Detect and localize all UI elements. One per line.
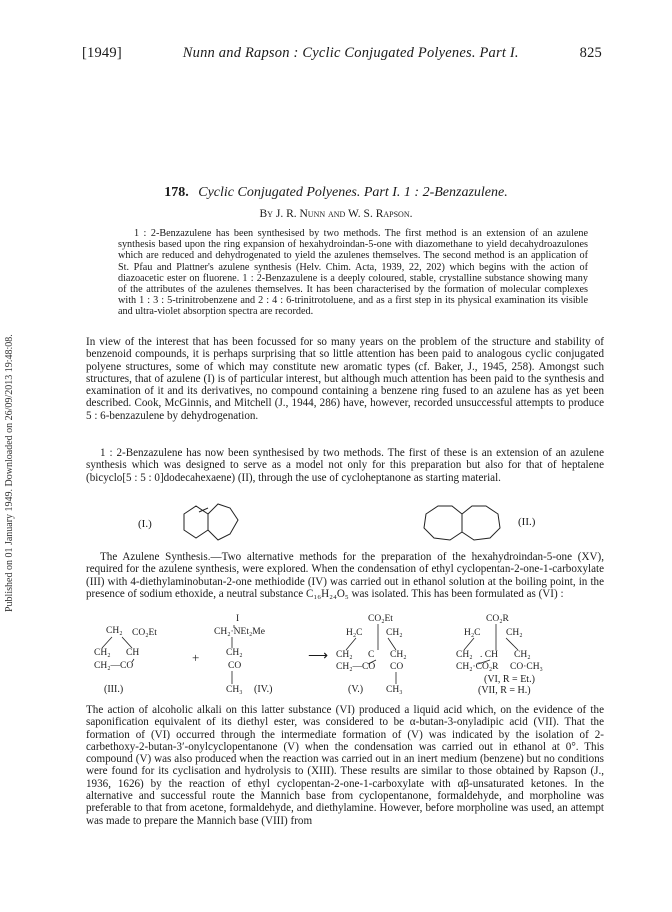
scheme-vi-ch2-right: CH₂ (506, 628, 523, 638)
paragraph-methods: 1 : 2-Benzazulene has now been synthesised by two methods. The first of these is an extension of an azulene synthesis which was designed to serve as a model not only for this preparation but also for that of heptalene (bicyclo[5 : 5 : 0]dodecahexaene) (II), through the use of cycloheptanone as starting material. (86, 447, 604, 484)
article-title: Cyclic Conjugated Polyenes. Part I. 1 : 2-Benzazulene. (198, 185, 508, 200)
byline: By J. R. Nunn and W. S. Rapson. (259, 208, 413, 220)
scheme-v-ch2-mid: CH₂ (390, 650, 407, 660)
scheme-v-ch3: CH₃ (386, 685, 403, 695)
scheme-label-iii: (III.) (104, 684, 124, 695)
scheme-vi-ch2-co2r: CH₂·CO₂R (456, 662, 499, 672)
figure-label-II: (II.) (518, 516, 536, 528)
scheme-vi-coch3: CO·CH₃ (510, 662, 543, 672)
plus-sign: + (192, 650, 200, 665)
reaction-arrow-icon: ⟶ (308, 649, 329, 664)
abstract: 1 : 2-Benzazulene has been synthesised by two methods. The first method is an extension of an azulene synthesis based upon the ring expansion of hexahydroindan-5-one with diazomethane to yield decahydroazulones which are reduced and dehydrogenated to yield the azulenes themselves. The second method is an application of St. Pfau and Plattner's azulene synthesis (Helv. Chim. Acta, 1939, 22, 202) which begins with the action of diazoacetic ester on fluorene. 1 : 2-Benzazulene is a deeply coloured, stable, crystalline substance showing many of the attributes of the azulenes themselves. It has been characterised by the formation of molecular complexes with 1 : 3 : 5-trinitrobenzene and 2 : 4 : 6-trinitrotoluene, and as a first step in its physical examination its visible and ultra-violet absorption spectra are recorded. (118, 228, 588, 318)
azulene-structure-figure (138, 500, 258, 550)
scheme-vi-co2r: CO₂R (486, 614, 509, 624)
scheme-vi-ch2-left: CH₂ (456, 650, 473, 660)
scheme-vi-h2c: H₂C (464, 628, 481, 638)
scheme-iv-co: CO (228, 661, 242, 671)
header-year: [1949] (82, 45, 122, 61)
scheme-vi-ch2-mid: CH₂ (514, 650, 531, 660)
scheme-v-ch2-left: CH₂ (336, 650, 353, 660)
scheme-iv-amine: CH₂·NEt₂Me (214, 627, 265, 637)
scheme-iii-ch2-co: CH₂—CO (94, 661, 134, 671)
scheme-iv-ch3: CH₃ (226, 685, 243, 695)
figure-label-I: (I.) (138, 518, 152, 530)
publication-sidebar-note: Published on 01 January 1949. Downloaded on 26/09/2013 19:48:08. (4, 334, 15, 612)
article-title-line (0, 185, 672, 201)
heptalene-ring-icon (412, 500, 512, 550)
running-header (82, 45, 602, 62)
scheme-label-v: (V.) (348, 684, 364, 695)
page-number: 825 (579, 45, 602, 61)
scheme-label-vii: (VII, R = H.) (478, 685, 531, 696)
azulene-ring-icon (172, 500, 258, 550)
paragraph-intro: In view of the interest that has been focussed for so many years on the problem of the structure and stability of benzenoid compounds, it is perhaps surprising that so little attention has been paid to analogous cyclic conjugated polyene structures, some of which may constitute new aromatic types (cf. Baker, J., 1945, 258). Amongst such structures, that of azulene (I) is of particular interest, but although much attention has been paid to the synthesis and examination of it and its derivatives, no compound containing a benzene ring fused to an azulene has as yet been described. Cook, McGinnis, and Mitchell (J., 1944, 286) have, however, recorded unsuccessful attempts to produce 5 : 6-benzazulene by dehydrogenation. (86, 336, 604, 422)
heptalene-structure-figure (412, 500, 562, 550)
scheme-v-ch2-right: CH₂ (386, 628, 403, 638)
scheme-iii-co2et: CO₂Et (132, 628, 157, 638)
scheme-label-iv: (IV.) (254, 684, 273, 695)
scheme-iii-ch2-top: CH₂ (106, 626, 123, 636)
scheme-bonds (86, 614, 606, 700)
scheme-iii-ch2-left: CH₂ (94, 648, 111, 658)
scheme-iv-ch2: CH₂ (226, 648, 243, 658)
scheme-v-co2et: CO₂Et (368, 614, 393, 624)
scheme-v-co: CO (390, 662, 404, 672)
scheme-v-h2c: H₂C (346, 628, 363, 638)
scheme-iv-iodide: I (236, 614, 240, 624)
reaction-scheme (86, 614, 606, 700)
scheme-v-ch2-co: CH₂—CO (336, 662, 376, 672)
paragraph-azulene-synthesis: The Azulene Synthesis.—Two alternative methods for the preparation of the hexahydroindan-5-one (XV), required for the azulene synthesis, were explored. When the condensation of ethyl cyclopentan-2-one-1-carboxylate (III) with 4-diethylaminobutan-2-one methiodide (IV) was carried out in ethanol solution at the boiling point, in the presence of sodium ethoxide, a neutral substance C₁₆H₂₄O₅ was isolated. This has been formulated as (VI) : (86, 551, 604, 600)
article-number: 178. (164, 185, 189, 200)
scheme-vi-ch: . CH (480, 650, 498, 660)
header-title: Nunn and Rapson : Cyclic Conjugated Polyenes. Part I. (182, 45, 519, 61)
scheme-iii-ch: CH (126, 648, 140, 658)
paragraph-results: The action of alcoholic alkali on this latter substance (VI) produced a liquid acid which, on the evidence of the saponification equivalent of its diethyl ester, was considered to be α-butan-3-onyladipic acid (VII). That the formation of (VI) occurred through the intermediate formation of (V) was indicated by the isolation of 2-carbethoxy-2-butan-3′-onylcyclopentanone (V) when the condensation was carried out in ethanol at 0°. This compound (V) was also produced when the reaction was carried out in an inert medium (benzene) but no conditions were found for its cyclisation and hydrolysis to (XIII). These results are similar to those obtained by Rapson (J., 1936, 1626) by the reaction of ethyl cyclopentan-2-one-1-carboxylate with αβ-unsaturated ketones. In the alternative and successful route the Mannich base from cyclopentanone, formaldehyde, and morpholine was preferable to that from acetone, formaldehyde, and diethylamine. However, before morpholine was used, an attempt was made to prepare the Mannich base (VIII) from (86, 704, 604, 827)
scheme-label-vi: (VI, R = Et.) (484, 674, 535, 685)
scheme-v-c: C (368, 650, 375, 660)
